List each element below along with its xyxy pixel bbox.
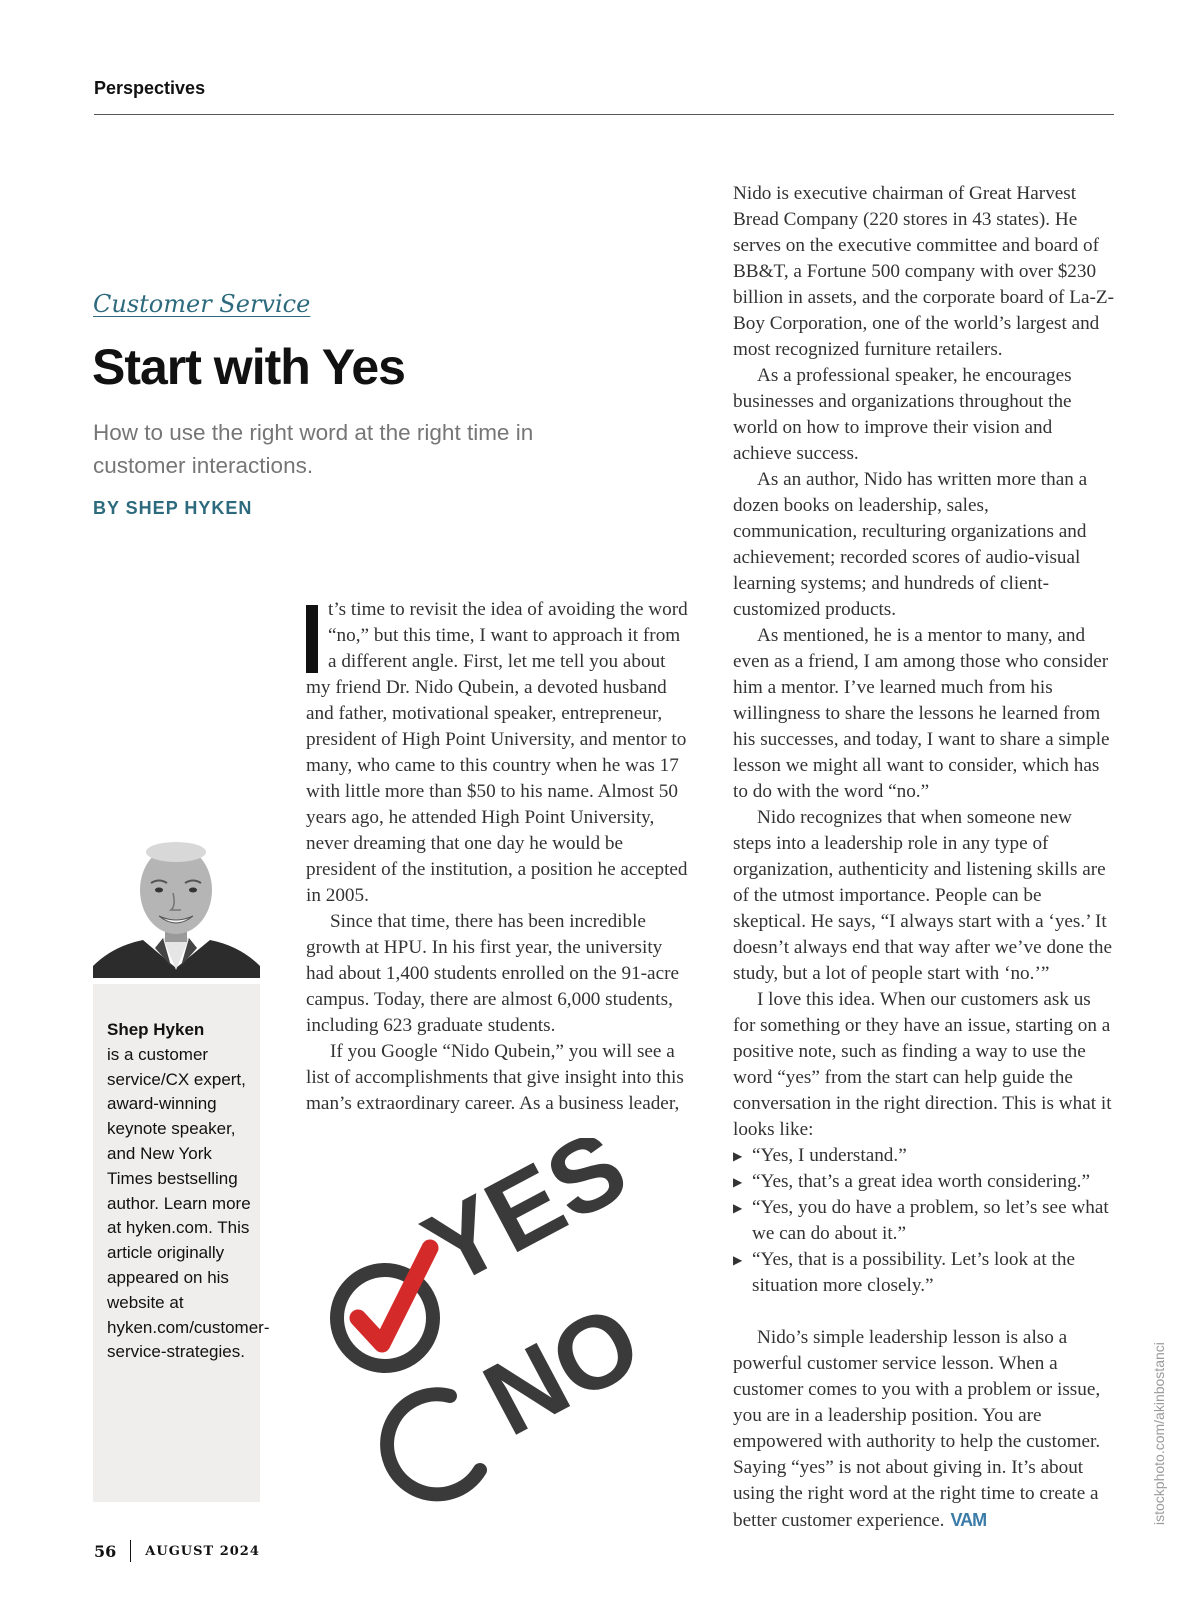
article-title: Start with Yes (92, 339, 405, 395)
photo-credit: istockphoto.com/akinbostanci (1151, 1342, 1167, 1525)
paragraph: Nido recognizes that when someone new steps into a leadership role in any type of organization, authenticity and listening skills are of the utmost importance. People can be skeptical. He says, “I always start with a ‘yes.’ It doesn’t always end that way after we’ve done the study, but a lot of people start with ‘no.’” (733, 807, 1112, 984)
vam-end-mark: VAM (950, 1510, 987, 1530)
list-item: ▶ “Yes, you do have a problem, so let’s see what we can do about it.” (733, 1197, 1109, 1244)
header-divider (94, 114, 1114, 115)
paragraph-text: t’s time to revisit the idea of avoiding the word “no,” but this time, I want to approach it from a different angle. First, let me tell you about my friend Dr. Nido Qubein, a devoted husband and father, motivational speaker, entrepreneur, president of High Point University, and mentor to many, who came to this country when he was 17 with little more than $50 to his name. Almost 50 years ago, he attended High Point University, never dreaming that one day he would be president of the institution, a position he accepted in 2005. (306, 599, 688, 906)
article-dek: How to use the right word at the right time in customer interactions. (93, 420, 534, 478)
example-list (733, 1143, 1115, 1299)
paragraph: If you Google “Nido Qubein,” you will see a list of accomplishments that give insight into this man’s extraordinary career. As a business leader, (306, 1041, 684, 1114)
article-kicker: Customer Service (93, 290, 311, 318)
paragraph: Nido’s simple leadership lesson is also a powerful customer service lesson. When a customer comes to you with a problem or issue, you are in a leadership position. You are empowered with authority to help the customer. Saying “yes” is not about giving in. It’s about using the right word at the right time to create a better customer experience. VAM (733, 1327, 1101, 1531)
article-column-1 (306, 597, 688, 1117)
triangle-bullet-icon: ▶ (733, 1201, 743, 1215)
page-number: 56 (94, 1541, 117, 1561)
article-byline: BY SHEP HYKEN (93, 498, 253, 518)
paragraph: As a professional speaker, he encourages businesses and organizations throughout the world on how to improve their vision and achieve success. (733, 365, 1072, 464)
paragraph (306, 597, 688, 909)
triangle-bullet-icon: ▶ (733, 1175, 743, 1189)
article-column-2 (733, 181, 1115, 1534)
triangle-bullet-icon: ▶ (733, 1253, 743, 1267)
no-word: NO (466, 1282, 659, 1459)
yes-word: YES (406, 1138, 645, 1309)
list-item: ▶ “Yes, that’s a great idea worth considering.” (733, 1169, 1115, 1195)
paragraph: As an author, Nido has written more than a dozen books on leadership, sales, communication, reculturing organizations and achievement; recorded scores of audio-visual learning systems; and hundreds of client-customized products. (733, 469, 1088, 620)
paragraph: As mentioned, he is a mentor to many, and even as a friend, I am among those who consider him a mentor. I’ve learned much from his willingness to share the lessons he learned from his successes, and today, I want to share a simple lesson we might all want to consider, which has to do with the word “no.” (733, 625, 1110, 802)
page-footer (94, 1540, 260, 1562)
author-name: Shep Hyken (107, 1020, 205, 1039)
author-photo (93, 838, 260, 978)
list-item: ▶ “Yes, I understand.” (733, 1143, 1115, 1169)
yes-no-illustration (300, 1138, 700, 1516)
paragraph: I love this idea. When our customers ask us for something or they have an issue, starting on a positive note, such as finding a way to use the word “yes” from the start can help guide the conversation in the right direction. This is what it looks like: (733, 989, 1112, 1140)
drop-cap (306, 605, 318, 673)
author-bio (107, 1018, 270, 1365)
author-bio-text: is a customer service/CX expert, award-winning keynote speaker, and New York Times bestselling author. Learn more at hyken.com. This article originally appeared on his website at hyken.com/customer-service-strategies. (107, 1044, 270, 1362)
paragraph: Nido is executive chairman of Great Harvest Bread Company (220 stores in 43 states). He serves on the executive committee and board of BB&T, a Fortune 500 company with over $230 billion in assets, and the corporate board of La-Z-Boy Corporation, one of the world’s largest and most recognized furniture retailers. (733, 183, 1114, 360)
footer-divider (130, 1540, 131, 1562)
section-label: Perspectives (94, 78, 206, 98)
paragraph: Since that time, there has been incredible growth at HPU. In his first year, the university had about 1,400 students enrolled on the 91-acre campus. Today, there are almost 6,000 students, including 623 graduate students. (306, 911, 679, 1036)
triangle-bullet-icon: ▶ (733, 1149, 743, 1163)
issue-date: AUGUST 2024 (145, 1543, 260, 1559)
list-item: ▶ “Yes, that is a possibility. Let’s look at the situation more closely.” (733, 1249, 1075, 1296)
